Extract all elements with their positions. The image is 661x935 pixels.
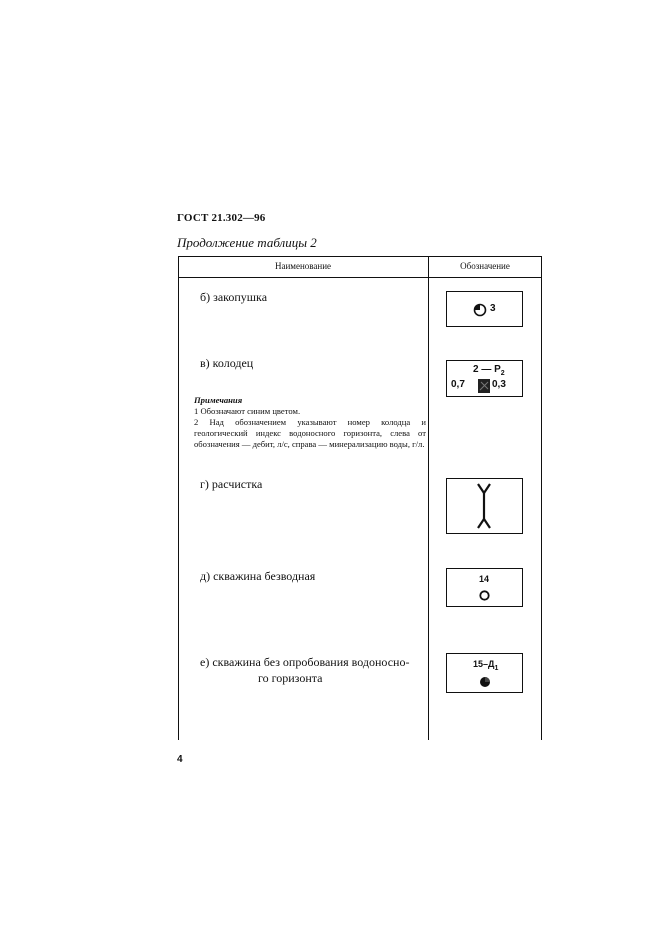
legend-table xyxy=(178,256,542,740)
column-header-name: Наименование xyxy=(274,261,332,271)
pit-symbol-icon xyxy=(473,303,487,317)
row-name-zakopushka: б) закопушка xyxy=(200,290,268,304)
column-header-symbol: Обозначение xyxy=(460,261,510,271)
symbol-label-zakopushka: 3 xyxy=(490,303,496,314)
row-name-kolodets: в) колодец xyxy=(200,356,254,370)
table-header-border xyxy=(178,277,542,278)
note-item: 1 Обозначают синим цветом. xyxy=(194,406,301,416)
row-name-line-2: го горизонта xyxy=(258,671,323,685)
row-name-raschistka: г) расчистка xyxy=(200,477,263,491)
notes-title: Примечания xyxy=(194,395,243,405)
symbol-box-zakopushka xyxy=(446,291,523,327)
page-number: 4 xyxy=(177,754,183,765)
borehole-index-label: $15-Д_1$ xyxy=(473,659,499,672)
symbol-box-raschistka xyxy=(446,478,523,534)
row-name-skvazhina-bez-oprobovaniya xyxy=(200,654,409,686)
table-continuation-caption: Продолжение таблицы 2 xyxy=(177,235,317,250)
well-index-label: 2 — $P_2$ xyxy=(473,364,505,377)
clearing-symbol-icon xyxy=(476,482,492,530)
table-left-border xyxy=(178,256,179,740)
borehole-number: 14 xyxy=(479,574,490,584)
unsampled-borehole-icon xyxy=(479,676,491,688)
well-discharge-value: 0,7 xyxy=(451,379,465,390)
well-mineralization-value: 0,3 xyxy=(492,379,506,390)
note-item: 2 Над обозначением указывают номер колодца и геологический индекс водоносного горизонта, слева от обозначения — дебит, л/с, справа — минерализацию воды, г/л. xyxy=(194,417,426,449)
symbol-box-skvazhina-bezvodnaya xyxy=(446,568,523,607)
table-column-divider xyxy=(428,256,429,740)
dry-borehole-icon xyxy=(479,590,490,601)
symbol-box-skvazhina-bez-oprobovaniya xyxy=(446,653,523,693)
table-right-border xyxy=(541,256,542,740)
symbol-box-kolodets xyxy=(446,360,523,397)
document-code: ГОСТ 21.302—96 xyxy=(177,212,266,224)
notes-block xyxy=(194,395,426,450)
row-name-line-1: е) скважина без опробования водоносно- xyxy=(200,655,410,669)
well-symbol-icon xyxy=(478,379,490,393)
row-name-skvazhina-bezvodnaya: д) скважина безводная xyxy=(200,569,316,583)
